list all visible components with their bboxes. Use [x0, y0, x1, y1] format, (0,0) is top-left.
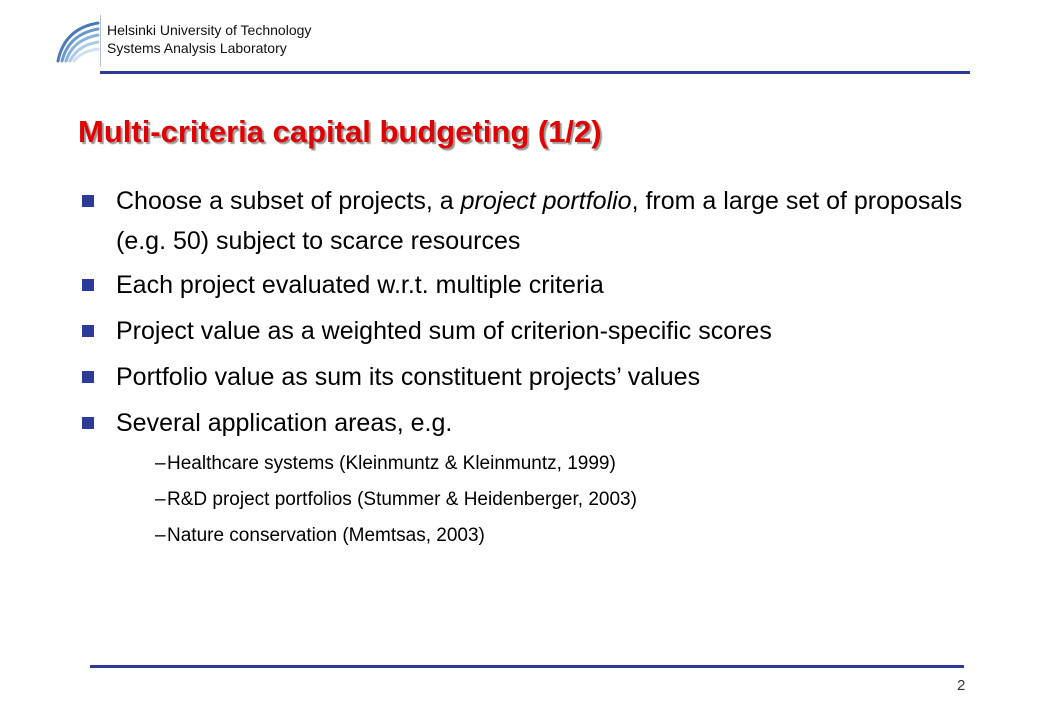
- bullet-item: [82, 403, 982, 443]
- sub-bullet-item: [82, 487, 982, 513]
- bullet-square-icon: [82, 371, 94, 383]
- bullet-text-post: , from a large set of proposals (e.g. 50) subject to scarce resources: [116, 187, 963, 255]
- bullet-text: Project value as a weighted sum of criterion-specific scores: [116, 317, 772, 345]
- bullet-list: [82, 181, 982, 559]
- sub-bullet-text: Nature conservation (Memtsas, 2003): [167, 525, 485, 546]
- bullet-text: Each project evaluated w.r.t. multiple criteria: [116, 271, 604, 299]
- bullet-square-icon: [82, 279, 94, 291]
- bullet-text: Several application areas, e.g.: [116, 409, 453, 437]
- university-name: Helsinki University of Technology: [107, 22, 312, 38]
- dash-marker: –: [155, 453, 166, 474]
- laboratory-name: Systems Analysis Laboratory: [107, 40, 287, 56]
- bullet-item: [82, 265, 982, 305]
- bullet-item: [82, 181, 982, 261]
- dash-marker: –: [155, 525, 166, 546]
- sub-bullet-text: R&D project portfolios (Stummer & Heidenberger, 2003): [167, 489, 637, 510]
- bullet-square-icon: [82, 195, 94, 207]
- header-divider: [100, 71, 970, 74]
- bullet-text-pre: Choose a subset of projects, a: [116, 187, 461, 215]
- bullet-text-emphasis: project portfolio: [460, 187, 632, 215]
- dash-marker: –: [155, 489, 166, 510]
- bullet-item: [82, 357, 982, 397]
- organization-name: [107, 21, 311, 57]
- wing-logo-icon: [48, 15, 100, 67]
- sub-bullet-item: [82, 523, 982, 549]
- slide-title: Multi-criteria capital budgeting (1/2): [78, 114, 602, 149]
- footer-divider: [90, 665, 964, 668]
- bullet-text: Portfolio value as sum its constituent projects’ values: [116, 363, 701, 391]
- sub-bullet-text: Healthcare systems (Kleinmuntz & Kleinmuntz, 1999): [167, 453, 616, 474]
- page-number: 2: [957, 677, 966, 694]
- bullet-square-icon: [82, 325, 94, 337]
- bullet-square-icon: [82, 417, 94, 429]
- bullet-item: [82, 311, 982, 351]
- university-logo: [48, 15, 101, 67]
- sub-bullet-item: [82, 451, 982, 477]
